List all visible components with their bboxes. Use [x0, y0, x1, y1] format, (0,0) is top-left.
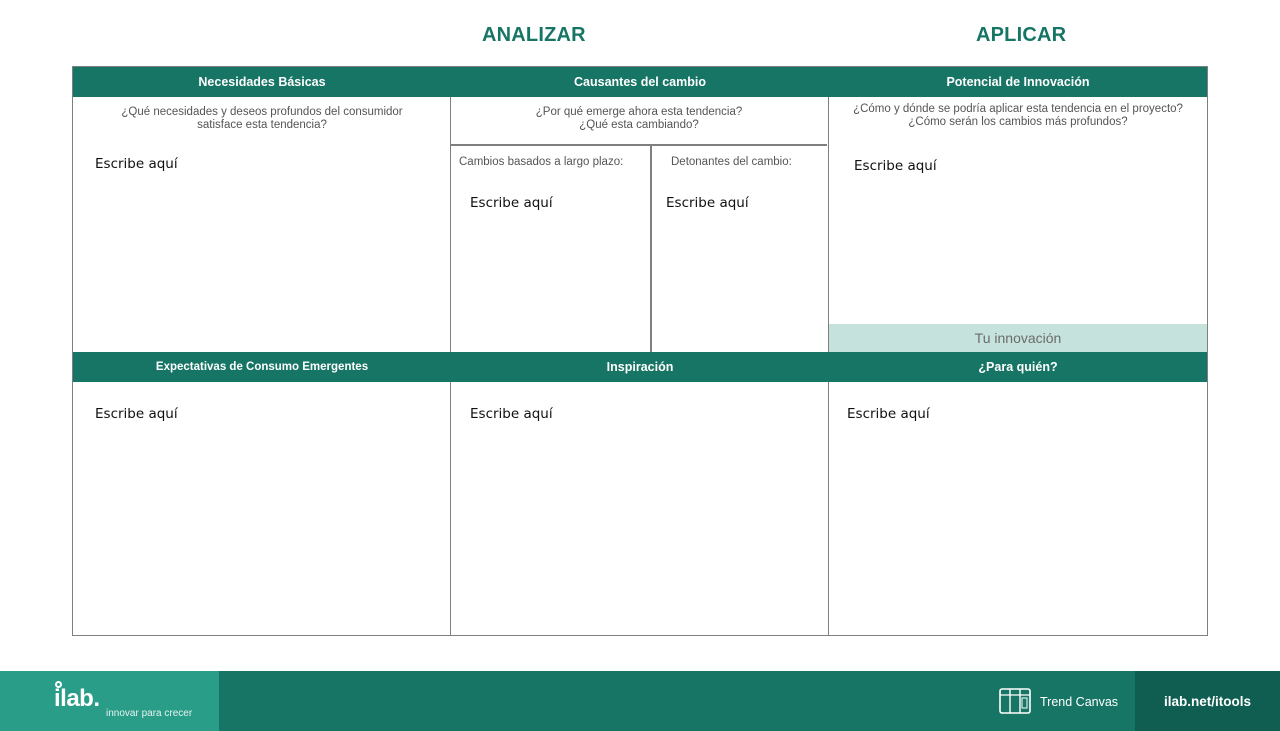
footer-bar [0, 671, 1280, 731]
question-causantes-line1: ¿Por qué emerge ahora esta tendencia? [535, 106, 743, 118]
logo-tagline: innovar para crecer [106, 708, 193, 719]
label-detonantes-del-cambio: Detonantes del cambio: [671, 156, 792, 168]
header-necesidades-basicas [73, 67, 451, 97]
divider-causantes-vertical [650, 144, 652, 352]
url-text: ilab.net/itools [1163, 693, 1251, 709]
input-para-quien[interactable]: Escribe aquí [847, 406, 930, 422]
label-cambios-largo-plazo: Cambios basados a largo plazo: [459, 156, 624, 168]
question-potencial-line2: ¿Cómo serán los cambios más profundos? [908, 116, 1128, 128]
header-potencial-de-innovacion [829, 67, 1207, 97]
cell-necesidades-basicas[interactable] [73, 97, 451, 352]
divider-causantes [451, 144, 827, 146]
cell-expectativas-consumo[interactable] [73, 382, 451, 635]
input-detonantes-del-cambio[interactable]: Escribe aquí [666, 195, 749, 211]
trend-canvas-board [72, 66, 1208, 636]
header-label: Necesidades Básicas [198, 75, 326, 89]
header-expectativas-consumo [73, 352, 451, 382]
section-title-aplicar: APLICAR [976, 24, 1067, 46]
question-potencial-line1: ¿Cómo y dónde se podría aplicar esta tendencia en el proyecto? [853, 103, 1183, 115]
trend-canvas-label: Trend Canvas [1040, 695, 1119, 709]
cell-para-quien[interactable] [829, 382, 1207, 635]
input-inspiracion[interactable]: Escribe aquí [470, 406, 553, 422]
input-necesidades-basicas[interactable]: Escribe aquí [95, 156, 178, 172]
cell-causantes-del-cambio [451, 97, 829, 352]
cell-inspiracion[interactable] [451, 382, 829, 635]
tu-innovacion-bar[interactable]: Tu innovación [829, 324, 1207, 352]
section-title-analizar: ANALIZAR [482, 24, 586, 46]
question-necesidades: ¿Qué necesidades y deseos profundos del consumidor satisface esta tendencia? [121, 106, 403, 131]
ilab-logo: ilab. [54, 685, 100, 712]
cell-potencial-de-innovacion[interactable] [829, 97, 1207, 352]
question-causantes-line2: ¿Qué esta cambiando? [579, 119, 699, 131]
header-para-quien [829, 352, 1207, 382]
header-inspiracion [451, 352, 829, 382]
logo-area[interactable] [0, 671, 219, 731]
header-label: ¿Para quién? [978, 360, 1058, 374]
header-label: Expectativas de Consumo Emergentes [155, 361, 369, 373]
header-causantes-del-cambio [451, 67, 829, 97]
input-potencial-de-innovacion[interactable]: Escribe aquí [854, 158, 937, 174]
ilab-tools-link[interactable] [1135, 671, 1280, 731]
input-cambios-largo-plazo[interactable]: Escribe aquí [470, 195, 553, 211]
trend-canvas-icon [999, 688, 1031, 714]
header-label: Potencial de Innovación [946, 75, 1090, 89]
header-label: Causantes del cambio [574, 75, 706, 89]
header-label: Inspiración [606, 360, 674, 374]
input-expectativas-consumo[interactable]: Escribe aquí [95, 406, 178, 422]
